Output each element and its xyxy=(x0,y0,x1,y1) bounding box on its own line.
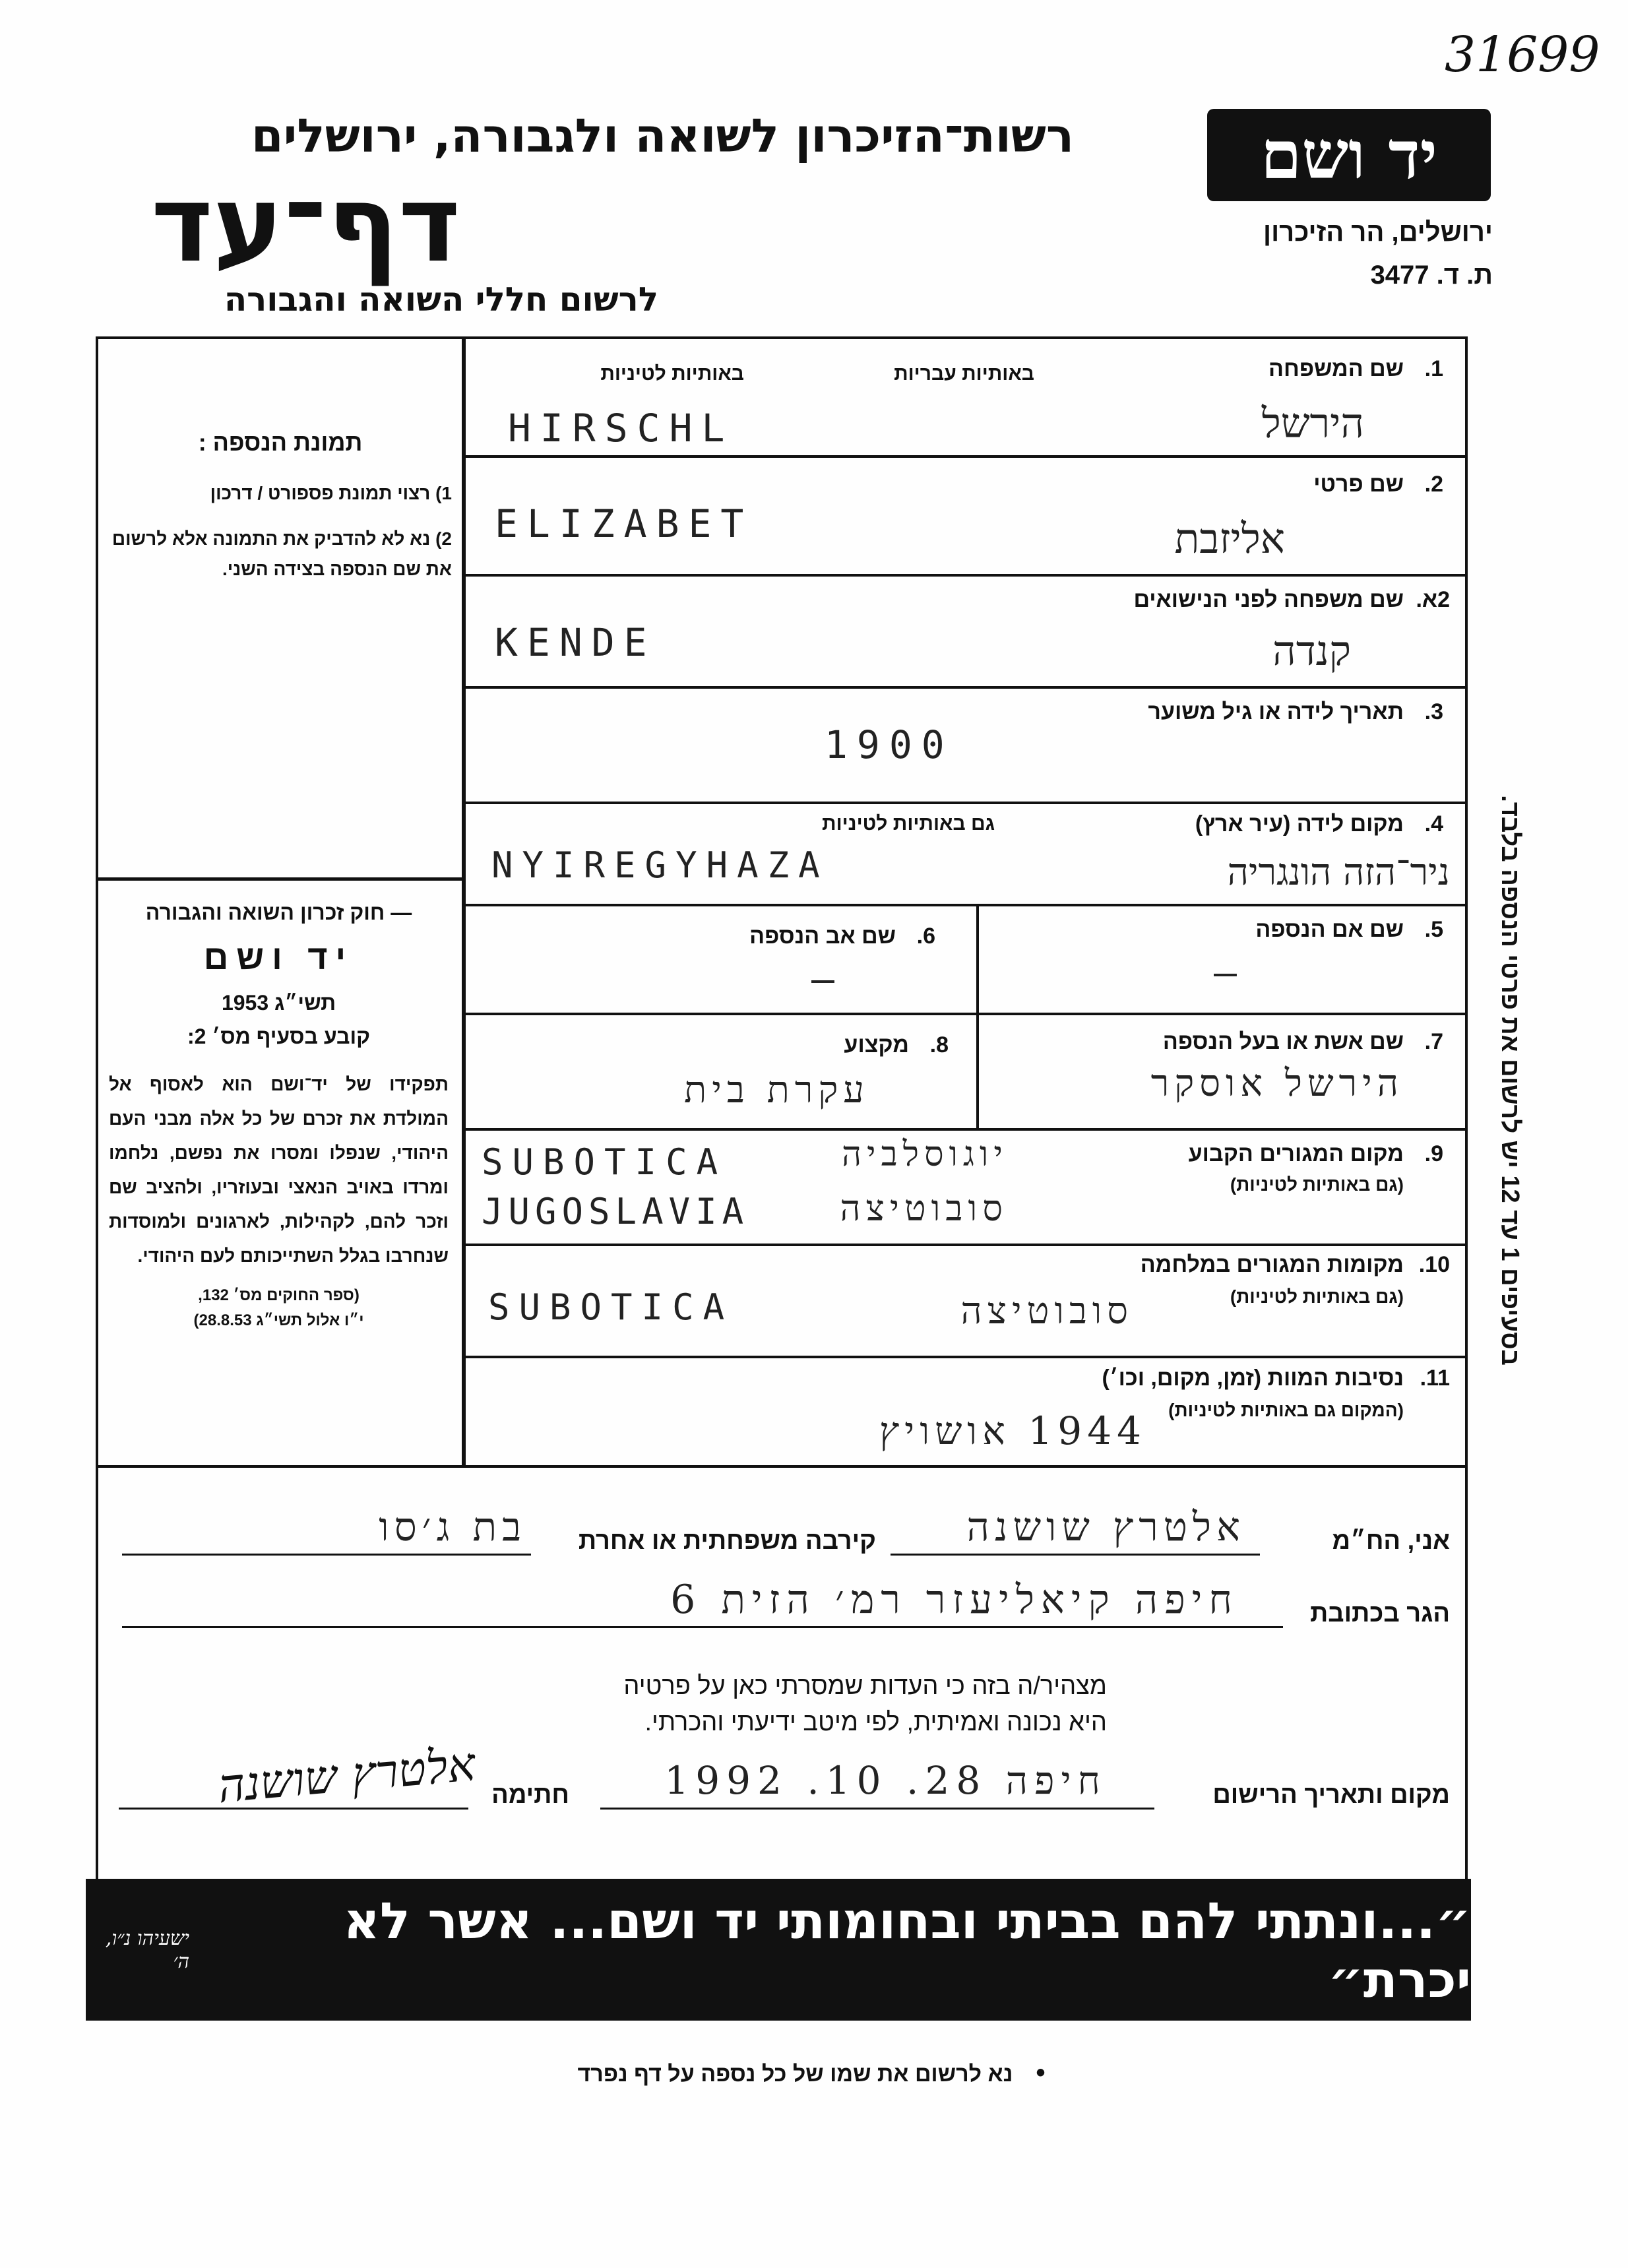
field10-num: 10. xyxy=(1418,1252,1450,1277)
yad-vashem-logo xyxy=(1207,109,1491,201)
field4-label: מקום לידה (עיר ארץ) xyxy=(1195,811,1404,836)
footer-bullet: • xyxy=(1036,2058,1046,2087)
field11-label: נסיבות המוות (זמן, מקום, וכו׳) xyxy=(1102,1366,1404,1391)
declarant-address-line xyxy=(122,1626,1283,1628)
photo-box-item1: 1) רצוי תמונת פספורט / דרכון xyxy=(210,483,452,503)
law-heading: — חוק זכרון השואה והגבורה xyxy=(145,900,412,924)
signature-label: חתימה xyxy=(491,1781,569,1809)
law-name: יד ושם xyxy=(203,939,354,977)
logo-text: יד ושם xyxy=(1261,116,1437,194)
law-year: תשי״ג 1953 xyxy=(221,991,336,1015)
logo-address-2: ת. ד. 3477 xyxy=(1370,261,1493,290)
place-date-label: מקום ותאריך הרישום xyxy=(1212,1781,1450,1809)
footer-note xyxy=(521,2058,1102,2088)
authority-heading: רשות־הזיכרון לשואה ולגבורה, ירושלים xyxy=(251,109,1074,163)
field7-value[interactable]: הירשל אוסקר xyxy=(1150,1062,1404,1105)
field1-latin-value[interactable]: HIRSCHL xyxy=(508,406,734,451)
declarant-relation[interactable]: בת ג׳סו xyxy=(379,1504,526,1550)
page-subtitle: לרשום חללי השואה והגבורה xyxy=(224,280,658,319)
field1-hebrew-value[interactable]: הירשל xyxy=(1261,399,1364,447)
field10-latin-value[interactable]: SUBOTICA xyxy=(488,1286,734,1328)
photo-box xyxy=(109,429,452,584)
col-divider xyxy=(976,904,979,1016)
row-divider xyxy=(462,686,1468,689)
field1-label: שם המשפחה xyxy=(1268,356,1404,381)
field5-label: שם אם הנספה xyxy=(1255,917,1404,942)
declarant-address[interactable]: חיפה קיאליעזר רמ׳ הזית 6 xyxy=(670,1577,1239,1623)
field8-label: מקצוע xyxy=(844,1032,909,1057)
law-source: (ספר החוקים מס׳ 132, xyxy=(198,1286,360,1304)
field4-num: 4. xyxy=(1424,811,1443,836)
law-box xyxy=(109,900,449,1330)
banner-source: ישעיהו נ״ו, ה׳ xyxy=(105,1926,190,1973)
field10-hebrew-value[interactable]: סובוטיצה xyxy=(960,1290,1133,1333)
field6-value[interactable]: – xyxy=(811,957,844,1001)
field6-label: שם אב הנספה xyxy=(749,924,896,949)
declaration-line1: מצהיר/ה בזה כי העדות שמסרתי כאן על פרטיה xyxy=(623,1672,1107,1700)
signature[interactable]: אלטרץ שושנה xyxy=(216,1737,478,1813)
field11-note: (המקום גם באותיות לטיניות) xyxy=(1168,1400,1404,1420)
field4-latin-value[interactable]: NYIREGYHAZA xyxy=(491,844,829,886)
photo-box-title: תמונת הנספה : xyxy=(198,429,363,456)
field5-value[interactable]: – xyxy=(1214,950,1246,995)
field9-note: (גם באותיות לטיניות) xyxy=(1230,1174,1404,1195)
field2-hebrew-value[interactable]: אליזבת xyxy=(1174,515,1285,563)
field8-value[interactable]: עקרת בית xyxy=(684,1069,869,1112)
field7-num: 7. xyxy=(1424,1029,1443,1054)
field11-num: 11. xyxy=(1420,1366,1450,1391)
field9-hebrew1[interactable]: יוגוסלביה xyxy=(842,1135,1008,1174)
field1-col-hebrew: באותיות עבריות xyxy=(894,363,1034,385)
field4-hebrew-value[interactable]: ניר־הזה הונגריה xyxy=(1227,851,1450,894)
row-divider xyxy=(462,802,1468,804)
place-date-line xyxy=(600,1808,1154,1810)
signature-line xyxy=(119,1808,468,1810)
declarant-relation-line xyxy=(122,1554,531,1556)
row-divider xyxy=(462,1244,1468,1246)
field4-note: גם באותיות לטיניות xyxy=(822,813,995,835)
field2-latin-value[interactable]: ELIZABET xyxy=(495,501,753,546)
footer-text: נא לרשום את שמו של כל נספה על דף נפרד xyxy=(577,2062,1013,2087)
law-clause: קובע בסעיף מס׳ 2: xyxy=(187,1024,371,1048)
field2-label: שם פרטי xyxy=(1313,472,1404,497)
field3-value[interactable]: 1900 xyxy=(825,722,954,767)
logo-address-1: ירושלים, הר הזיכרון xyxy=(1263,218,1493,247)
page-title: דף־עד xyxy=(150,162,460,286)
field1-col-latin: באותיות לטיניות xyxy=(600,363,744,385)
archive-number: 31699 xyxy=(1445,26,1600,83)
field2a-hebrew-value[interactable]: קנדה xyxy=(1272,627,1351,675)
row-divider xyxy=(462,1013,1468,1015)
col-divider xyxy=(976,1013,979,1128)
field5-num: 5. xyxy=(1424,917,1443,942)
banner-quote: ״...ונתתי להם בביתי ובחומותי יד ושם... אשר לא יכרת״ xyxy=(343,1891,1471,2009)
field2a-num: 2א. xyxy=(1416,587,1450,612)
field9-latin2[interactable]: JUGOSLAVIA xyxy=(482,1191,749,1232)
law-text: תפקידו של יד־ושם הוא לאסוף אל המולדת את זכרם של כל אלה מבני העם היהודי, שנפלו ומסרו את נפשם, נלחמו ומרדו באויב הנאצי ובעוזריו, ולהציב שם וזכר להם, לקהילות, לארגונים ולמוסדות שנחרבו בגלל השתייכותם לעם היהודי. xyxy=(109,1074,449,1266)
field3-num: 3. xyxy=(1424,699,1443,724)
row-divider xyxy=(462,574,1468,577)
declaration-line2: היא נכונה ואמיתית, לפי מיטב ידיעתי והכרתי. xyxy=(644,1709,1107,1736)
quote-banner xyxy=(86,1879,1471,2021)
field10-note: (גם באותיות לטיניות) xyxy=(1230,1286,1404,1307)
law-date: י״ו אלול תשי״ג 28.8.53) xyxy=(193,1311,364,1329)
field8-num: 8. xyxy=(929,1032,949,1057)
declarant-address-label: הגר בכתובת xyxy=(1309,1600,1450,1627)
declarant-relation-label: קירבה משפחתית או אחרת xyxy=(578,1527,876,1555)
row-divider xyxy=(462,455,1468,458)
field9-num: 9. xyxy=(1424,1141,1443,1166)
row-divider xyxy=(462,904,1468,906)
field11-value[interactable]: 1944 אושויץ xyxy=(879,1408,1146,1453)
photo-box-divider xyxy=(96,877,462,881)
side-note: בסעיפים 1 עד 12 יש לרשום את פרטי הנספה בלבד. xyxy=(1496,795,1524,1366)
field6-num: 6. xyxy=(916,924,935,949)
field3-label: תאריך לידה או גיל משוער xyxy=(1148,699,1404,724)
field10-label: מקומות המגורים במלחמה xyxy=(1140,1252,1404,1277)
field1-num: 1. xyxy=(1424,356,1443,381)
field9-latin1[interactable]: SUBOTICA xyxy=(482,1141,728,1183)
photo-box-item2: 2) נא לא להדביק את התמונה אלא לרשום את שם הנספה בצידה השני. xyxy=(111,528,452,579)
field2a-label: שם משפחה לפני הנישואים xyxy=(1133,587,1404,612)
declarant-name[interactable]: אלטרץ שושנה xyxy=(966,1504,1245,1550)
declarant-name-line xyxy=(891,1554,1260,1556)
field9-label: מקום המגורים הקבוע xyxy=(1188,1141,1404,1166)
field7-label: שם אשת או בעל הנספה xyxy=(1162,1029,1404,1054)
place-date-value[interactable]: חיפה 28. 10. 1992 xyxy=(664,1758,1107,1803)
field2-num: 2. xyxy=(1424,472,1443,497)
field2a-latin-value[interactable]: KENDE xyxy=(495,620,656,665)
row-divider xyxy=(462,1356,1468,1358)
row-divider xyxy=(462,1128,1468,1131)
declarant-i-label: אני, הח״מ xyxy=(1332,1527,1450,1555)
field9-hebrew2[interactable]: סובוטיצה xyxy=(840,1187,1008,1229)
